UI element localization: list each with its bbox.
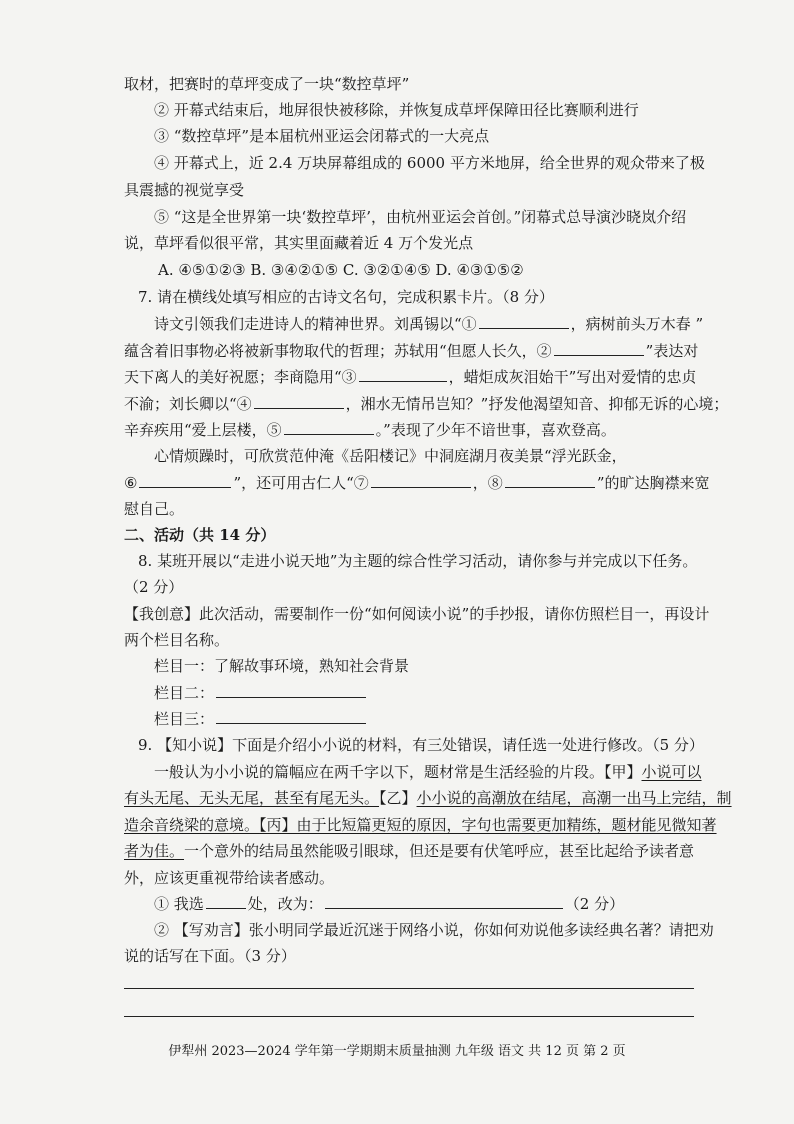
text-segment: ，病树前头万木春 ” [570,315,704,333]
answer-blank-7[interactable] [371,473,471,488]
answer-blank-8[interactable] [505,473,595,488]
text-line: 心情烦躁时，可欣赏范仲淹《岳阳楼记》中洞庭湖月夜美景“浮光跃金， [154,447,627,465]
text-segment: ，湘水无情吊岂知？”抒发他渴望知音、抑郁无诉的心境； [345,395,729,413]
answer-blank-5[interactable] [284,420,374,435]
option-item-3: ③ “数控草坪”是本届杭州亚运会闭幕式的一大亮点 [154,127,490,145]
text-line [124,815,794,835]
text-segment: 。”表现了少年不谙世事，喜欢登高。 [375,421,616,439]
text-line: 慰自己。 [124,500,185,518]
text-segment: 栏目三： [154,710,215,728]
answer-blank-6[interactable] [139,473,231,488]
text-line: 两个栏目名称。 [124,631,230,649]
answer-blank-1[interactable] [479,314,569,329]
text-line [154,683,794,703]
text-segment: 天下离人的美好祝愿；李商隐用“③ [124,368,357,386]
underlined-segment-bing: 者为佳。 [124,842,185,860]
text-line: （2 分） [124,578,184,596]
text-line: 具震撼的视觉享受 [124,181,245,199]
answer-line[interactable] [124,988,694,989]
underlined-segment-jia: 有头无尾、无头无尾，甚至有尾无头。 [124,789,380,807]
underlined-segment-jia: 小说可以 [641,763,702,781]
section-heading: 二、活动（共 14 分） [124,526,276,544]
option-item-2: ② 开幕式结束后，地屏很快被移除，并恢复成草坪保障田径比赛顺利进行 [154,101,639,119]
question-7-title: 7. 请在横线处填写相应的古诗文名句，完成积累卡片。（8 分） [138,288,554,306]
text-segment: ”，还可用古仁人“⑦ [233,474,369,492]
text-segment: 辛弃疾用“爱上层楼，⑤ [124,421,282,439]
text-line [154,894,794,914]
text-segment: 一个意外的结局虽然能吸引眼球，但还是要有伏笔呼应，甚至比起给予读者意 [184,842,695,860]
text-line [124,473,794,493]
column-one-example: 栏目一：了解故事环境，熟知社会背景 [154,657,410,675]
option-item-4: ④ 开幕式上，近 2.4 万块屏幕组成的 6000 平方米地屏，给全世界的观众带来了极 [154,154,705,172]
correction-blank[interactable] [325,894,563,909]
text-line [124,420,794,440]
text-segment: 不渝；刘长卿以“④ [124,395,252,413]
option-item-5: ⑤ “这是全世界第一块‘数控草坪’，由杭州亚运会首创。”闭幕式总导演沙晓岚介绍 [154,208,687,226]
text-segment: 处，改为： [247,895,323,913]
underlined-segment-bing: 【丙】由于比短篇更短的原因，字句也需要更加精练，题材能见微知著 [259,816,717,834]
text-segment: 诗文引领我们走进诗人的精神世界。刘禹锡以“① [154,315,477,333]
text-line [124,367,794,387]
text-line [154,709,794,729]
underlined-segment-yi: 小小说的高潮放在结尾，高潮一出马上完结，制 [416,789,732,807]
text-line: 取材，把赛时的草坪变成了一块“数控草坪” [124,75,410,93]
answer-line[interactable] [124,1016,694,1017]
question-8-title: 8. 某班开展以“走进小说天地”为主题的综合性学习活动，请你参与并完成以下任务。 [138,552,698,570]
choice-blank[interactable] [206,894,246,909]
text-line [124,394,794,414]
text-segment: ”表达对 [645,342,699,360]
text-segment: （2 分） [564,895,625,913]
answer-blank-2[interactable] [554,341,644,356]
text-line [124,788,794,808]
text-line: 说的话写在下面。（3 分） [124,947,296,965]
text-line [124,841,794,861]
question-9-title: 9. 【知小说】下面是介绍小小说的材料，有三处错误，请任选一处进行修改。（5 分） [138,736,704,754]
text-segment: ，蜡炬成灰泪始干”写出对爱情的忠贞 [448,368,697,386]
answer-choices: A. ④⑤①②③ B. ③④②①⑤ C. ③②①④⑤ D. ④③①⑤② [158,261,524,279]
column-three-blank[interactable] [216,709,366,724]
text-line [154,762,794,782]
text-line [124,341,794,361]
column-two-blank[interactable] [216,683,366,698]
text-line: 【我创意】此次活动，需要制作一份“如何阅读小说”的手抄报，请你仿照栏目一，再设计 [124,605,710,623]
text-segment: 一般认为小小说的篇幅应在两千字以下，题材常是生活经验的片段。【甲】 [154,763,642,781]
text-line [154,314,794,334]
answer-blank-4[interactable] [254,394,344,409]
text-segment: 蕴含着旧事物必将被新事物取代的哲理；苏轼用“但愿人长久，② [124,342,552,360]
text-segment: 栏目二： [154,684,215,702]
text-segment: ”的旷达胸襟来宽 [596,474,710,492]
page-footer: 伊犁州 2023—2024 学年第一学期期末质量抽测 九年级 语文 共 12 页 第 2 页 [168,1044,626,1059]
text-line: 外，应该更重视带给读者感动。 [124,869,335,887]
text-segment: ，⑧ [472,474,503,492]
text-segment: 【乙】 [379,789,417,807]
underlined-segment-yi: 造余音绕梁的意境。 [124,816,260,834]
answer-blank-3[interactable] [359,367,447,382]
text-segment: ⑥ [124,474,138,492]
text-segment: ① 我选 [154,895,204,913]
text-line: 说，草坪看似很平常，其实里面藏着近 4 万个发光点 [124,234,474,252]
text-line: ② 【写劝言】张小明同学最近沉迷于网络小说，你如何劝说他多读经典名著？请把劝 [154,921,714,939]
